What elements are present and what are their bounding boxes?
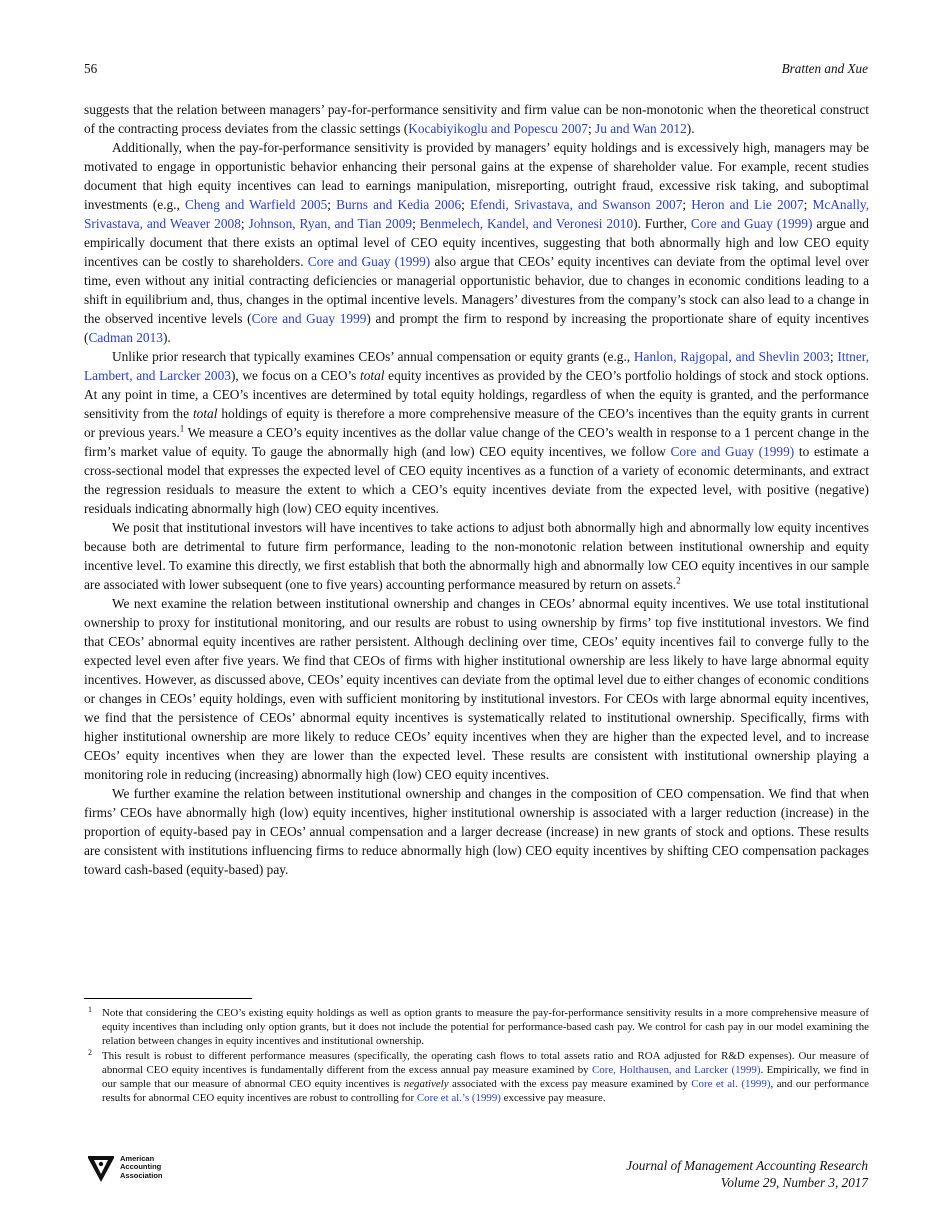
paragraph-5: We next examine the relation between institutional ownership and changes in CEOs’ abnormal equity incentives. We use total institutional ownership to proxy for institutional monitoring, and our results are robust to using ownership by firms’ top five institutional investors. We find that CEOs’ abnormal equity incentives are rather persistent. Although declining over time, CEOs’ equity incentives fail to converge fully to the expected level even after five years. We find that CEOs of firms with higher institutional ownership are less likely to have large abnormal equity incentives. However, as discussed above, CEOs’ equity incentives can deviate from the optimal level due to either changes of economic conditions or changes in CEOs’ equity holdings, even with sufficient monitoring by institutional investors. For CEOs with large abnormal equity incentives, we find that the persistence of CEOs’ abnormal equity incentives is systematically related to institutional ownership. Specifically, firms with higher institutional ownership are more likely to reduce CEOs’ equity incentives when they are higher than the expected level, and to increase CEOs’ equity incentives when they are lower than the expected level. These results are consistent with institutional ownership playing a monitoring role in reducing (increasing) abnormally high (low) CEO equity incentives. bbox=[84, 596, 869, 782]
footnote-ref-1[interactable]: 1 bbox=[179, 423, 185, 434]
citation-link[interactable]: Core, Holthausen, and Larcker (1999) bbox=[592, 1063, 761, 1076]
body-text bbox=[84, 100, 869, 879]
running-header bbox=[84, 61, 868, 79]
citation-link[interactable]: Core and Guay 1999 bbox=[251, 311, 367, 326]
paragraph-6: We further examine the relation between institutional ownership and changes in the composition of CEO compensation. We find that when firms’ CEOs have abnormally high (low) equity incentives, higher institutional ownership is associated with a larger reduction (increase) in the proportion of equity-based pay in CEOs’ annual compensation and a larger decrease (increase) in new grants of stock and options. These results are consistent with institutions influencing firms to reduce abnormally high (low) CEO equity incentives by shifting CEO compensation packages toward cash-based (equity-based) pay. bbox=[84, 786, 869, 877]
paragraph-1: suggests that the relation between managers’ pay-for-performance sensitivity and firm value can be non-monotonic when the theoretical construct of the contracting process deviates from the classic settings (Kocabiyikoglu and Popescu 2007; Ju and Wan 2012). bbox=[84, 102, 869, 136]
page-number: 56 bbox=[84, 61, 98, 76]
citation-link[interactable]: Efendi, Srivastava, and Swanson 2007 bbox=[469, 197, 683, 212]
citation-link[interactable]: Ittner, Lambert, and Larcker 2003 bbox=[84, 349, 870, 383]
footnote-number: 1 bbox=[88, 1005, 92, 1014]
citation-link[interactable]: Kocabiyikoglu and Popescu 2007 bbox=[408, 121, 588, 136]
citation-link[interactable]: Core and Guay (1999) bbox=[690, 216, 813, 231]
footnotes bbox=[84, 1006, 869, 1105]
journal-name: Journal of Management Accounting Research bbox=[626, 1158, 868, 1173]
footnote-number: 2 bbox=[88, 1047, 92, 1057]
citation-link[interactable]: Core and Guay (1999) bbox=[307, 254, 431, 269]
paragraph-4: We posit that institutional investors will have incentives to take actions to adjust both abnormally high and abnormally low equity incentives because both are detrimental to future firm performance, leading to the non-monotonic relation between institutional ownership and equity incentive level. To examine this directly, we first establish that both the abnormally high and abnormally low CEO equity incentives in our sample are associated with lower subsequent (one to five years) accounting performance measured by return on assets.$^2$ bbox=[84, 520, 869, 592]
paragraph-3: Unlike prior research that typically examines CEOs’ annual compensation or equity grants (e.g., Hanlon, Rajgopal, and Shevlin 2003; Ittner, Lambert, and Larcker 2003), we focus on a CEO’s total equity incentives as provided by the CEO’s portfolio holdings of stock and stock options. At any point in time, a CEO’s incentives are determined by total equity holdings, regardless of when the equity is granted, and the performance sensitivity from the total holdings of equity is therefore a more comprehensive measure of the CEO’s incentives than the equity grants in current or previous years.$^1$ We measure a CEO’s equity incentives as the dollar value change of the CEO’s wealth in response to a 1 percent change in the firm’s market value of equity. To gauge the abnormally high (and low) CEO equity incentives, we follow Core and Guay (1999) to estimate a cross-sectional model that expresses the expected level of CEO equity incentives as a function of a variety of economic determinants, and extract the regression residuals to measure the extent to which a CEO’s equity incentives deviate from the expected level, with positive (negative) residuals indicating abnormally high (low) CEO equity incentives. bbox=[84, 349, 870, 516]
aaa-logo-text: American Accounting Association bbox=[120, 1154, 163, 1180]
citation-link[interactable]: McAnally, Srivastava, and Weaver 2008 bbox=[84, 197, 870, 231]
citation-link[interactable]: Ju and Wan 2012 bbox=[595, 121, 687, 136]
aaa-logo bbox=[86, 1152, 176, 1186]
footnote-ref-2[interactable]: 2 bbox=[676, 575, 681, 586]
footnote-1: 1 Note that considering the CEO’s existing equity holdings as well as option grants to measure the pay-for-performance sensitivity results in a more comprehensive measure of equity incentives than including only option grants, but it does not include the potential for performance-based cash pay. We control for cash pay in our model examining the relation between changes in equity incentives and institutional ownership. bbox=[88, 1005, 869, 1048]
footnote-2: 2 This result is robust to different performance measures (specifically, the operating cash flows to total assets ratio and ROA adjusted for R&D expenses). Our measure of abnormal CEO equity incentives is fundamentally different from the excess annual pay measure examined by Core, Holthausen, and Larcker (1999). Empirically, we find in our sample that our measure of abnormal CEO equity incentives is negatively associated with the excess pay measure examined by Core et al. (1999), and our performance results for abnormal CEO equity incentives are robust to controlling for Core et al.’s (1999) excessive pay measure. bbox=[88, 1047, 869, 1105]
citation-link[interactable]: Burns and Kedia 2006 bbox=[336, 197, 462, 212]
aaa-shield-icon bbox=[86, 1152, 116, 1184]
journal-info bbox=[626, 1157, 868, 1191]
citation-link[interactable]: Core and Guay (1999) bbox=[670, 444, 795, 459]
running-authors: Bratten and Xue bbox=[781, 61, 868, 76]
citation-link[interactable]: Cadman 2013 bbox=[88, 330, 163, 345]
paragraph-2: Additionally, when the pay-for-performance sensitivity is provided by managers’ equity holdings and is excessively high, managers may be motivated to engage in opportunistic behavior enhancing their personal gains at the expense of shareholder value. For example, recent studies document that high equity incentives can lead to earnings manipulation, misreporting, outright fraud, excessive risk taking, and suboptimal investments (e.g., Cheng and Warfield 2005; Burns and Kedia 2006; Efendi, Srivastava, and Swanson 2007; Heron and Lie 2007; McAnally, Srivastava, and Weaver 2008; Johnson, Ryan, and Tian 2009; Benmelech, Kandel, and Veronesi 2010). Further, Core and Guay (1999) argue and empirically document that there exists an optimal level of CEO equity incentives, suggesting that both abnormally high and low CEO equity incentives can be costly to shareholders. Core and Guay (1999) also argue that CEOs’ equity incentives can deviate from the optimal level over time, even without any initial contracting deficiencies or managerial opportunistic behavior, due to changes in economic conditions leading to a shift in equilibrium and, thus, changes in the optimal incentive levels. Managers’ divestures from the company’s stock can also lead to a change in the observed incentive levels (Core and Guay 1999) and prompt the firm to respond by increasing the proportionate share of equity incentives (Cadman 2013). bbox=[84, 140, 870, 345]
citation-link[interactable]: Benmelech, Kandel, and Veronesi 2010 bbox=[419, 216, 634, 231]
citation-link[interactable]: Johnson, Ryan, and Tian 2009 bbox=[248, 216, 413, 231]
citation-link[interactable]: Heron and Lie 2007 bbox=[691, 197, 804, 212]
citation-link[interactable]: Hanlon, Rajgopal, and Shevlin 2003 bbox=[633, 349, 830, 364]
journal-volume: Volume 29, Number 3, 2017 bbox=[720, 1175, 868, 1190]
citation-link[interactable]: Core et al.’s (1999) bbox=[416, 1092, 501, 1105]
citation-link[interactable]: Cheng and Warfield 2005 bbox=[185, 197, 328, 212]
footnote-divider bbox=[84, 998, 252, 999]
citation-link[interactable]: Core et al. (1999) bbox=[691, 1078, 771, 1091]
